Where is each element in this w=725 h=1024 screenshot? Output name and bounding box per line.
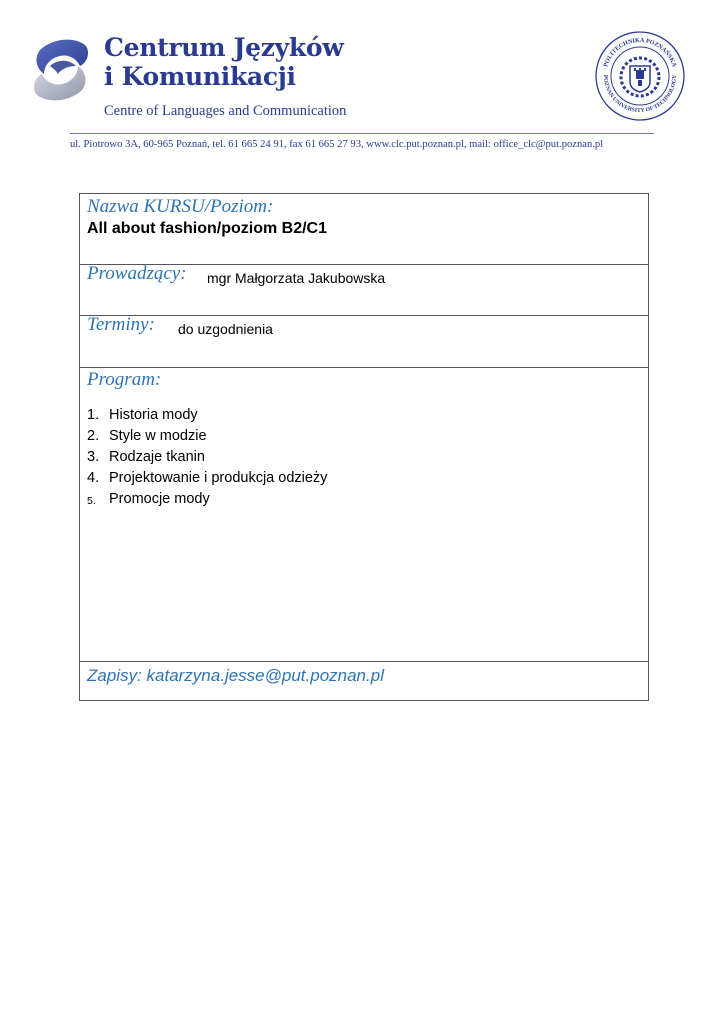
university-seal-icon: [594, 30, 686, 122]
terms-row: [80, 316, 648, 368]
teacher-label: Prowadzący:: [87, 263, 187, 284]
letterhead: [0, 0, 725, 160]
teacher-value: mgr Małgorzata Jakubowska: [207, 270, 386, 286]
program-list: [87, 405, 641, 510]
program-item-text: Rodzaje tkanin: [109, 449, 205, 465]
svg-text:POZNAN UNIVERSITY OF TECHNOLOG: POZNAN UNIVERSITY OF TECHNOLOGY: [601, 74, 679, 115]
program-row: [80, 368, 648, 662]
program-list-item: [87, 447, 641, 468]
course-name-value: All about fashion/poziom B2/C1: [87, 220, 328, 237]
enrollment-row: [80, 662, 648, 700]
program-item-text: Historia mody: [109, 407, 198, 423]
svg-text:POLITECHNIKA POZNAŃSKA: POLITECHNIKA POZNAŃSKA: [602, 36, 678, 68]
teacher-row: [80, 265, 648, 316]
program-item-number: 2.: [87, 428, 100, 444]
terms-value: do uzgodnienia: [178, 321, 273, 337]
program-item-number: 4.: [87, 470, 100, 486]
organization-name-line2: i Komunikacji: [104, 62, 296, 91]
program-item-number: 5.: [87, 495, 96, 507]
organization-name: [104, 33, 344, 91]
enrollment-contact[interactable]: Zapisy: katarzyna.jesse@put.poznan.pl: [87, 666, 384, 685]
organization-name-line1: Centrum Języków: [104, 33, 344, 62]
program-item-number: 1.: [87, 407, 100, 423]
header-divider: [70, 133, 654, 134]
course-name-label: Nazwa KURSU/Poziom:: [87, 196, 274, 217]
contact-address: ul. Piotrowo 3A, 60-965 Poznań, tel. 61 665 24 91, fax 61 665 27 93, www.clc.put.poznan.pl, mail: office_clc@put.poznan.pl: [70, 139, 604, 150]
program-item-number: 3.: [87, 449, 100, 465]
program-list-item: [87, 489, 641, 510]
program-list-item: [87, 405, 641, 426]
program-label: Program:: [87, 369, 162, 390]
program-item-text: Promocje mody: [109, 491, 210, 507]
terms-label: Terminy:: [87, 314, 155, 335]
program-list-item: [87, 468, 641, 489]
clc-logo-icon: [30, 36, 92, 104]
course-info-form: [79, 193, 649, 701]
program-item-text: Projektowanie i produkcja odzieży: [109, 470, 328, 486]
program-item-text: Style w modzie: [109, 428, 207, 444]
program-list-item: [87, 426, 641, 447]
course-name-row: [80, 194, 648, 265]
organization-subtitle: Centre of Languages and Communication: [104, 103, 347, 119]
